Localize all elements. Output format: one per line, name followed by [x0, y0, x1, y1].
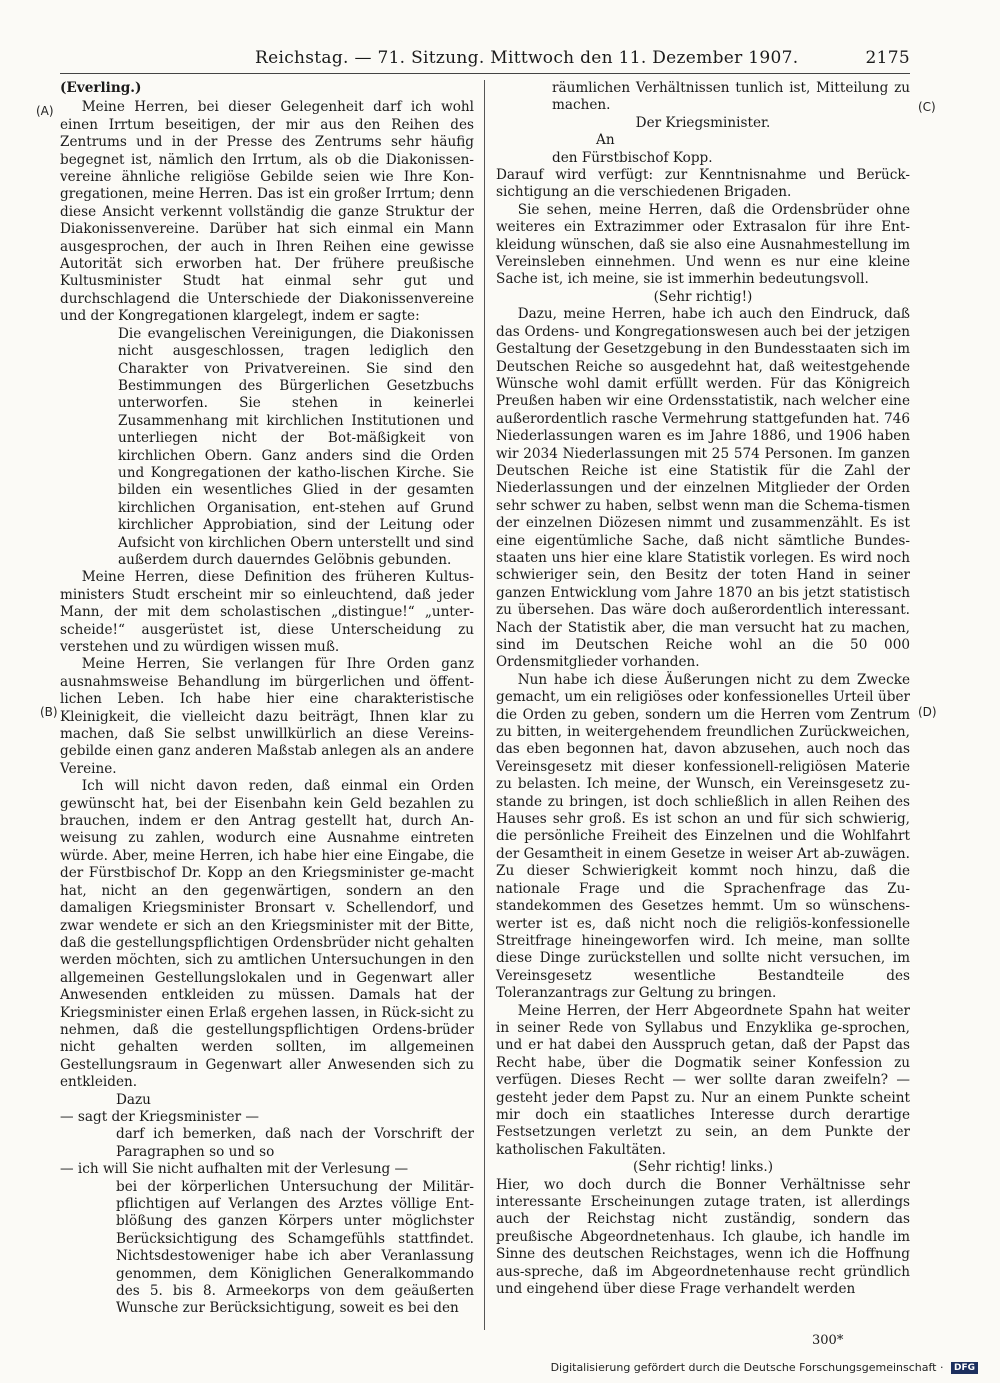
paragraph: Meine Herren, diese Definition des früheren Kultus-ministers Studt erscheint mir so einleuchtend, daß jeder Mann, der mit dem scholastischen „distingue!“ „unter-scheide!“ ausgerüstet ist, diese Unterscheidung zu verstehen und zu würdigen wissen muß.	[60, 569, 474, 655]
block-quote: bei der körperlichen Untersuchung der Militär-pflichtigen auf Verlangen des Arztes völlige Ent-blößung des ganzen Körpers unter möglichster Berücksichtigung des Schamgefühls stattfindet. Nichtsdestoweniger habe ich aber Veranlassung genommen, dem Königlichen Generalkommando des 5. bis 8. Armeekorps von dem geäußerten Wunsche zur Berücksichtigung, soweit es bei den	[116, 1178, 474, 1317]
interjection-line: — sagt der Kriegsminister —	[60, 1108, 260, 1125]
paragraph: Meine Herren, bei dieser Gelegenheit darf ich wohl einen Irrtum beseitigen, der mir aus den Reihen des Zentrums und in der Presse des Zentrums sehr häufig begegnet ist, nämlich den Irrtum, als ob die Diakonissen-vereine ähnliche religiöse Gebilde seien wie Ihre Kon-gregationen, meine Herren. Das ist ein großer Irrtum; denn diese Ansicht verkennt vollständig die ganze Struktur der Diakonissenvereine. Darüber hat sich einmal ein Mann ausgesprochen, der auch in Ihren Reihen eine gewisse Autorität sich erworben hat. Der frühere preußische Kultusminister Studt hat einmal sehr gut und durchschlagend die Unterschiede der Diakonissenvereine und der Kongregationen klargelegt, indem er sagte:	[60, 99, 474, 325]
header-title: Reichstag. — 71. Sitzung. Mittwoch den 11. Dezember 1907.	[255, 48, 799, 68]
quote-lead: Dazu	[116, 1091, 151, 1108]
margin-marker-a: (A)	[36, 104, 54, 118]
right-column	[496, 80, 910, 1298]
recipient: den Fürstbischof Kopp.	[552, 149, 713, 166]
block-quote: räumlichen Verhältnissen tunlich ist, Mitteilung zu machen.	[552, 80, 910, 114]
left-column	[60, 80, 474, 1318]
paragraph: Meine Herren, der Herr Abgeordnete Spahn hat weiter in seiner Rede von Syllabus und Enzyklika ge-sprochen, und er hat dabei den Ausspruch getan, daß der Papst das Recht habe, über die Dogmatik seiner Konfession zu verfügen. Dieses Recht — wer sollte daran zweifeln? — gesteht jeder dem Papst zu. Nur an einem Punkte scheint mir doch ein staatliches Interesse durch derartige Festsetzungen verletzt zu sein, an dem Punkte der katholischen Fakultäten.	[496, 1002, 910, 1158]
signature-mark: 300*	[812, 1333, 844, 1348]
footer-credit	[551, 1361, 978, 1374]
margin-marker-c: (C)	[918, 100, 936, 114]
running-header	[60, 48, 910, 72]
paragraph: Hier, wo doch durch die Bonner Verhältnisse sehr interessante Erscheinungen zutage traten, ist allerdings auch der Reichstag nicht zuständig, sondern das preußische Abgeordnetenhaus. Ich glaube, ich handle im Sinne des deutschen Reichstages, wenn ich die Hoffnung aus-spreche, daß im Abgeordnetenhause recht gründlich und eingehend über diese Frage verhandelt werden	[496, 1176, 910, 1298]
margin-marker-d: (D)	[918, 705, 937, 719]
dfg-logo: DFG	[951, 1362, 978, 1374]
paragraph: Dazu, meine Herren, habe ich auch den Eindruck, daß das Ordens- und Kongregationswesen auch bei der jetzigen Gestaltung der Gesetzgebung in den Bundesstaaten sich im Deutschen Reiche so ausgedehnt hat, daß weitestgehende Wünsche wohl damit erfüllt werden. Für das Königreich Preußen haben wir eine Ordensstatistik, nach welcher eine außerordentlich rasche Vermehrung stattgefunden hat. 746 Niederlassungen waren es im Jahre 1886, und 1906 haben wir 2034 Niederlassungen mit 25 574 Personen. Im ganzen Deutschen Reiche ist eine Statistik für die Zahl der Niederlassungen und der einzelnen Mitglieder der Orden sehr schwer zu haben, selbst wenn man die Schema-tismen der einzelnen Diözesen nimmt und zusammenzählt. Es ist eine eigentümliche Sache, daß nicht sämtliche Bundes-staaten uns hier eine klare Statistik vorlegen. Es wird noch schwieriger sein, den Besitz der toten Hand in seiner ganzen Entwicklung vom Jahre 1870 an bis jetzt statistisch zu übersehen. Das wäre doch außerordentlich interessant. Nach der Statistik aber, die man versucht hat zu machen, sind im Deutschen Reiche wohl an die 50 000 Ordensmitglieder vorhanden.	[496, 306, 910, 671]
block-quote: darf ich bemerken, daß nach der Vorschrift der Paragraphen so und so	[116, 1126, 474, 1160]
page-number: 2175	[865, 48, 910, 68]
interjection-line: — ich will Sie nicht aufhalten mit der Verlesung —	[60, 1161, 409, 1178]
interjection: (Sehr richtig!)	[653, 288, 753, 305]
header-rule	[60, 73, 910, 74]
paragraph: Ich will nicht davon reden, daß einmal ein Orden gewünscht hat, bei der Eisenbahn kein Geld bezahlen zu brauchen, indem er den Antrag gestellt hat, durch An-weisung zu zahlen, wodurch eine Ausnahme eintreten würde. Aber, meine Herren, ich habe hier eine Eingabe, die der Fürstbischof Dr. Kopp an den Kriegsminister ge-macht hat, nicht an den gegenwärtigen, sondern an den damaligen Kriegsminister Bronsart v. Schellendorf, und zwar wendete er sich an den Kriegsminister mit der Bitte, daß die gestellungspflichtigen Ordensbrüder nicht gehalten werden möchten, sich zu amtlichen Untersuchungen in den allgemeinen Gestellungslokalen und in Gegenwart aller Anwesenden entkleiden zu müssen. Damals hat der Kriegsminister einen Erlaß ergehen lassen, in Rück-sicht zu nehmen, daß die gestellungspflichtigen Ordens-brüder nicht gehalten werden sollten, im allgemeinen Gestellungsraum in Gegenwart aller Anwesenden sich zu entkleiden.	[60, 778, 474, 1091]
paragraph: Meine Herren, Sie verlangen für Ihre Orden ganz ausnahmsweise Behandlung im bürgerlichen und öffent-lichen Leben. Ich habe hier eine charakteristische Kleinigkeit, die vielleicht dazu beiträgt, Ihnen klar zu machen, daß Sie selbst unwillkürlich an diese Vereins-gebilde einen ganz anderen Maßstab anlegen als an andere Vereine.	[60, 656, 474, 777]
signer: Der Kriegsminister.	[635, 114, 771, 131]
paragraph: Darauf wird verfügt: zur Kenntnisnahme und Berück-sichtigung an die verschiedenen Brigaden.	[496, 167, 910, 201]
interjection: (Sehr richtig! links.)	[632, 1159, 774, 1176]
block-quote: Die evangelischen Vereinigungen, die Diakonissen nicht ausgeschlossen, tragen lediglich den Charakter von Privatvereinen. Sie sind den Bestimmungen des Bürgerlichen Gesetzbuchs unterworfen. Sie stehen in keinerlei Zusammenhang mit kirchlichen Institutionen und unterliegen nicht der Bot-mäßigkeit von kirchlichen Obern. Ganz anders sind die Orden und Kongregationen der katho-lischen Kirche. Sie bilden ein wesentliches Glied in der gesamten kirchlichen Organisation, ent-stehen auf Grund kirchlicher Approbiation, sind der Leitung oder Aufsicht von kirchlichen Obern unterstellt und sind außerdem durch dauerndes Gelöbnis gebunden.	[118, 325, 474, 568]
footer-text: Digitalisierung gefördert durch die Deutsche Forschungsgemeinschaft ·	[550, 1361, 944, 1374]
margin-marker-b: (B)	[40, 705, 58, 719]
speaker-name: (Everling.)	[60, 80, 142, 96]
paragraph: Sie sehen, meine Herren, daß die Ordensbrüder ohne weiteres ein Extrazimmer oder Extrasalon für ihre Ent-kleidung wünschen, daß sie also eine Ausnahmestellung im Vereinsleben einnehmen. Und wenn es nur eine kleine Sache ist, ich meine, sie ist immerhin bedeutungsvoll.	[496, 201, 910, 288]
address-an: An	[596, 132, 615, 149]
paragraph: Nun habe ich diese Äußerungen nicht zu dem Zwecke gemacht, um ein religiöses oder konfessionelles Urteil über die Orden zu geben, sondern um die Herren vom Zentrum zu bitten, in weitergehendem freundlichen Zurückweichen, das eben begonnen hat, davon abzusehen, auch noch das Vereinsgesetz mit dieser konfessionell-religiösen Materie zu belasten. Ich meine, der Wunsch, ein Vereinsgesetz zu-stande zu bringen, ist doch schließlich in allen Reihen des Hauses sehr groß. Es ist schon an und für sich schwierig, die persönliche Freiheit des Einzelnen und die Wohlfahrt der Gesamtheit in einem Gesetze in weiser Art ab-zuwägen. Zu dieser Schwierigkeit kommt noch hinzu, daß die nationale Frage und die Sprachenfrage das Zu-standekommen des Gesetzes hemmt. Um so wünschens-werter ist es, daß nicht noch die religiös-konfessionelle Streitfrage hineingeworfen wird. Ich meine, man sollte diese Dinge zurückstellen und sollte nicht versuchen, im Vereinsgesetz wesentliche Bestandteile des Toleranzantrags zur Geltung zu bringen.	[496, 671, 910, 1002]
column-divider	[484, 80, 485, 1330]
